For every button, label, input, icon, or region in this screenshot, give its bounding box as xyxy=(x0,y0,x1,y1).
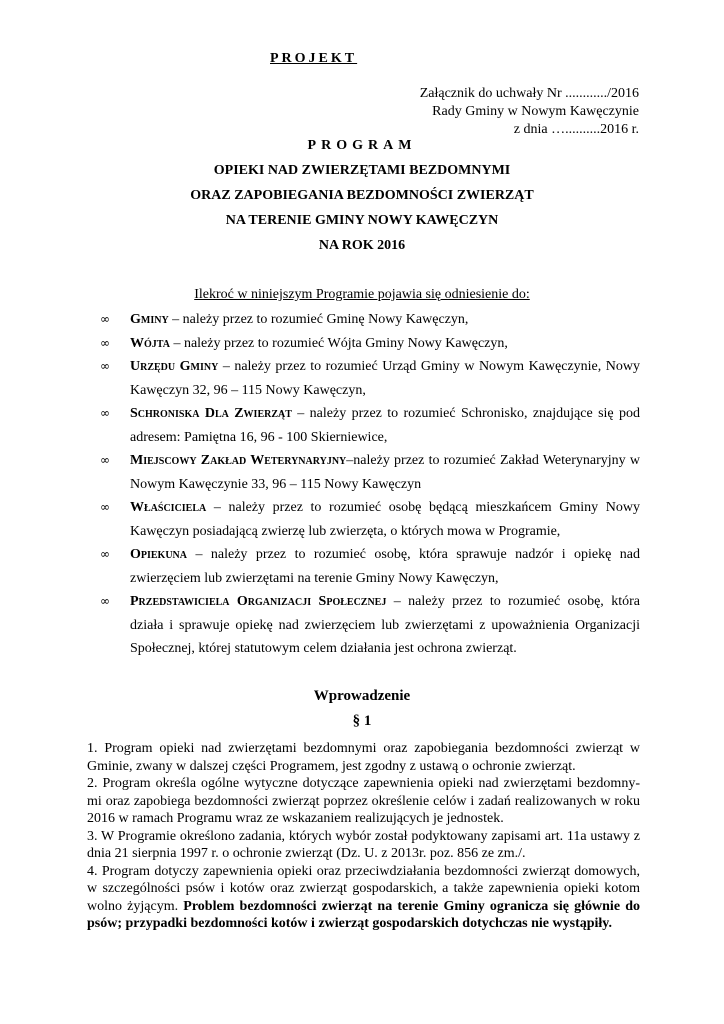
infinity-bullet-icon: ∞ xyxy=(100,547,110,561)
definition-term: Przedstawiciela Organizacji Społecznej xyxy=(130,594,387,609)
paragraph-4 xyxy=(87,863,640,933)
definition-term: Schroniska Dla Zwierząt xyxy=(130,406,292,421)
title-line-2: ORAZ ZAPOBIEGANIA BEZDOMNOŚCI ZWIERZĄT xyxy=(190,188,534,203)
definition-text: – należy przez to rozumieć Wójta Gminy Nowy Kawęczyn, xyxy=(169,335,508,351)
section-heading: Wprowadzenie xyxy=(313,688,411,704)
paragraph-4-text: 4. Program dotyczy zapewnienia opieki oraz przeciwdziałania bezdomności zwierząt domowych, w szczególności psów i kotów oraz zwierząt gospodarskich, a także zapewnienia opieki kotom wolno żyjącym. xyxy=(87,863,640,914)
definition-text: – należy przez to rozumieć osobę, która działa i sprawuje opiekę nad zwierzęciem lub zwierzętami z upoważnienia Organizacji Społecznej, której statutowym celem działania jest ochrona zwierząt. xyxy=(130,594,640,656)
definition-item xyxy=(100,332,640,356)
definitions-list xyxy=(100,308,640,661)
paragraph-1: 1. Program opieki nad zwierzętami bezdomnymi oraz zapobiegania bezdomności zwierząt w Gminie, zwany w dalszej części Programem, jest zgodny z ustawą o ochronie zwierząt. xyxy=(87,741,640,774)
definition-text: – należy przez to rozumieć Schronisko, znajdujące się pod adresem: Pamiętna 16, 96 - 100 Skierniewice, xyxy=(130,406,640,445)
paragraph-4-emphasis: Problem bezdomności zwierząt na terenie Gminy ogranicza się głównie do psów; przypadki bezdomności kotów i zwierząt gospodarskich dotychczas nie wystąpiły. xyxy=(87,898,641,931)
section-body xyxy=(87,740,640,933)
definition-text: – należy przez to rozumieć Gminę Nowy Kawęczyn, xyxy=(168,312,469,327)
infinity-bullet-icon: ∞ xyxy=(100,359,110,373)
infinity-bullet-icon: ∞ xyxy=(100,406,110,420)
definition-item xyxy=(100,496,640,543)
definition-item xyxy=(100,543,640,590)
infinity-bullet-icon: ∞ xyxy=(100,500,110,514)
definition-term: Opiekuna xyxy=(130,547,188,562)
definition-term: Wójta xyxy=(130,335,170,351)
infinity-bullet-icon: ∞ xyxy=(100,594,110,608)
paragraph-2: 2. Program określa ogólne wytyczne dotyczące zapewnienia opieki nad zwierzętami bezdomny-mi oraz zapobiega bezdomności zwierząt poprzez określenie celów i zadań realizowanych w roku 2016 w ramach Programu wraz ze wskazaniem realizujących je jednostek. xyxy=(87,776,640,826)
definition-term: Gminy xyxy=(130,312,169,327)
title-line-4: NA ROK 2016 xyxy=(318,238,406,253)
title-line-3: NA TERENIE GMINY NOWY KAWĘCZYN xyxy=(225,213,499,228)
infinity-bullet-icon: ∞ xyxy=(100,312,110,326)
projekt-label: PROJEKT xyxy=(270,51,358,66)
program-title: PROGRAM xyxy=(307,138,417,153)
infinity-bullet-icon: ∞ xyxy=(100,453,110,467)
definition-term: Urzędu Gminy xyxy=(130,359,219,374)
definition-item xyxy=(100,308,640,332)
definition-text: – należy przez to rozumieć Urząd Gminy w Nowym Kawęczynie, Nowy Kawęczyn 32, 96 – 115 Nowy Kawęczyn, xyxy=(130,359,640,398)
definition-term: Właściciela xyxy=(130,500,207,515)
section-number: § 1 xyxy=(352,713,372,729)
attachment-line-3: z dnia …..........2016 r. xyxy=(513,122,639,137)
definition-text: – należy przez to rozumieć osobę będącą mieszkańcem Gminy Nowy Kawęczyn posiadającą zwierzę lub zwierzęta, o których mowa w Programie, xyxy=(130,500,640,539)
definition-item xyxy=(100,590,640,661)
infinity-bullet-icon: ∞ xyxy=(100,335,110,350)
definition-term: Miejscowy Zakład Weterynaryjny xyxy=(130,453,347,468)
title-line-1: OPIEKI NAD ZWIERZĘTAMI BEZDOMNYMI xyxy=(213,163,511,178)
definition-item xyxy=(100,449,640,496)
definition-text: – należy przez to rozumieć osobę, która sprawuje nadzór i opiekę nad zwierzęciem lub zwierzętami na terenie Gminy Nowy Kawęczyn, xyxy=(130,547,640,586)
definition-text: –należy przez to rozumieć Zakład Weterynaryjny w Nowym Kawęczynie 33, 96 – 115 Nowy Kawęczyn xyxy=(130,453,641,492)
attachment-line-1: Załącznik do uchwały Nr ............/2016 xyxy=(419,86,639,101)
attachment-line-2: Rady Gminy w Nowym Kawęczynie xyxy=(432,104,639,119)
paragraph-3: 3. W Programie określono zadania, których wybór został podyktowany zapisami art. 11a ustawy z dnia 21 sierpnia 1997 r. o ochronie zwierząt (Dz. U. z 2013r. poz. 856 ze zm./. xyxy=(87,828,640,861)
definition-item xyxy=(100,355,640,402)
definitions-intro: Ilekroć w niniejszym Programie pojawia się odniesienie do: xyxy=(194,287,530,302)
definition-item xyxy=(100,402,640,449)
